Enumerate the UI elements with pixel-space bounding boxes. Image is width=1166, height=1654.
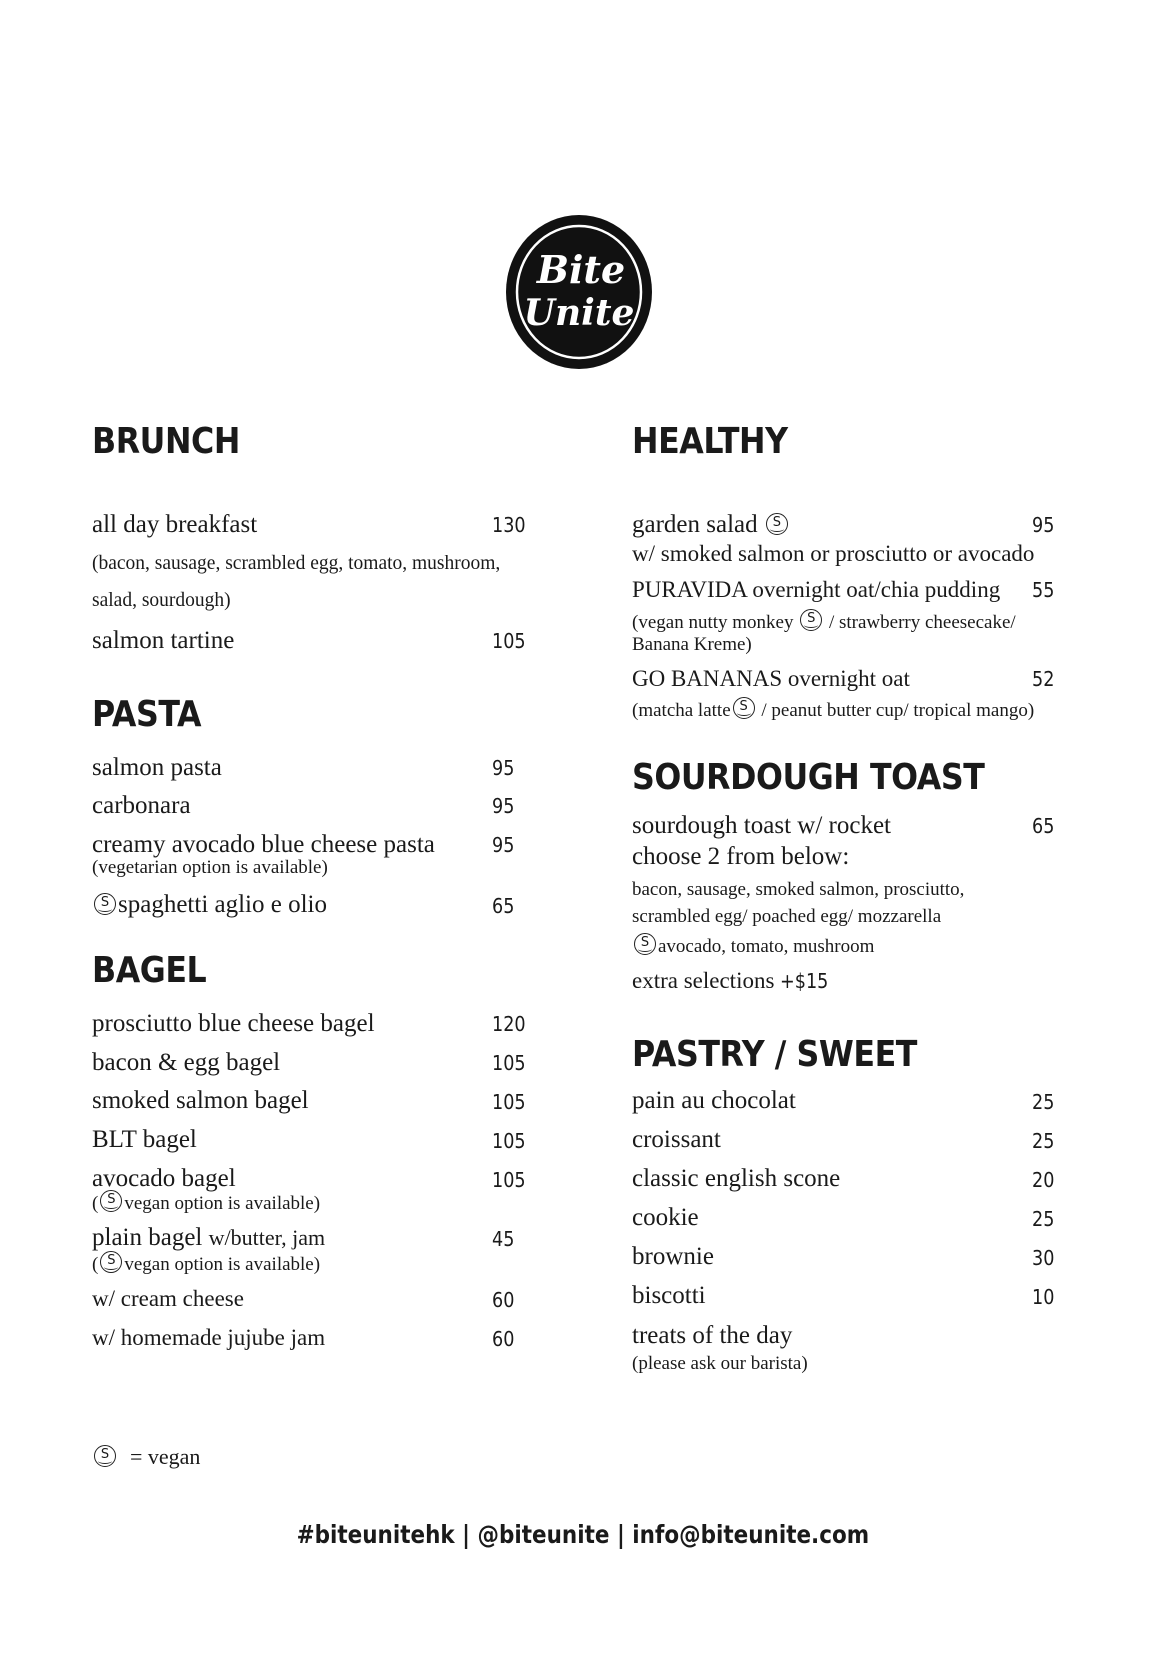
menu-item-name: croissant xyxy=(632,1126,721,1153)
menu-item-price: 105 xyxy=(492,629,526,653)
vegan-icon xyxy=(766,513,788,535)
bagel-heading: BAGEL xyxy=(92,950,207,991)
menu-item-name: sourdough toast w/ rocket xyxy=(632,812,891,839)
menu-item-name: plain bagel xyxy=(92,1224,203,1251)
brunch-heading: BRUNCH xyxy=(92,421,240,462)
menu-item-name: salmon pasta xyxy=(92,754,222,781)
menu-item-price: 95 xyxy=(1032,513,1055,537)
menu-item-price: 60 xyxy=(492,1327,515,1351)
menu-item-price: 25 xyxy=(1032,1090,1055,1114)
menu-item-name-row xyxy=(92,1225,325,1250)
menu-item-vegan xyxy=(632,512,790,537)
menu-item-name: cookie xyxy=(632,1204,699,1231)
menu-item-price: 105 xyxy=(492,1090,526,1114)
menu-item-price: 95 xyxy=(492,794,515,818)
menu-item-name: biscotti xyxy=(632,1282,706,1309)
bite-unite-logo xyxy=(504,213,654,371)
menu-item-price: 52 xyxy=(1032,667,1055,691)
menu-item-name: GO BANANAS overnight oat xyxy=(632,666,910,691)
menu-item-price: 105 xyxy=(492,1168,526,1192)
menu-item-price: 10 xyxy=(1032,1285,1055,1309)
menu-item-price: 65 xyxy=(492,894,515,918)
vegan-icon xyxy=(634,933,656,955)
vegan-icon xyxy=(100,1190,122,1212)
logo-line1: Bite xyxy=(536,247,626,292)
menu-item-price: 25 xyxy=(1032,1207,1055,1231)
menu-item-name: PURAVIDA overnight oat/chia pudding xyxy=(632,577,1001,602)
menu-item-name: smoked salmon bagel xyxy=(92,1087,309,1114)
vegan-icon xyxy=(733,697,755,719)
menu-item-price: 95 xyxy=(492,833,515,857)
menu-item-price: 105 xyxy=(492,1129,526,1153)
menu-item-price: 25 xyxy=(1032,1129,1055,1153)
menu-item-name: salmon tartine xyxy=(92,627,235,654)
menu-item-price: 105 xyxy=(492,1051,526,1075)
vegan-icon xyxy=(94,1445,116,1467)
menu-item-name: w/ homemade jujube jam xyxy=(92,1325,326,1350)
menu-item-name: brownie xyxy=(632,1243,714,1270)
footer-contact-text: #biteunitehk | @biteunite | info@biteunite.com xyxy=(296,1520,870,1549)
menu-item-price: 95 xyxy=(492,756,515,780)
menu-item-note: (please ask our barista) xyxy=(632,1353,808,1374)
menu-item-price: 55 xyxy=(1032,578,1055,602)
vegan-icon xyxy=(800,609,822,631)
sourdough-options-vegan: Savocado, tomato, mushroom xyxy=(632,933,874,956)
pastry-heading: PASTRY / SWEET xyxy=(632,1034,917,1075)
logo-line2: Unite xyxy=(523,292,635,334)
menu-item-name: classic english scone xyxy=(632,1165,841,1192)
menu-item-name-suffix: w/butter, jam xyxy=(208,1225,326,1250)
menu-item-name: avocado bagel xyxy=(92,1165,236,1192)
sourdough-heading: SOURDOUGH TOAST xyxy=(632,757,985,798)
sourdough-options: bacon, sausage, smoked salmon, prosciutto, xyxy=(632,879,965,900)
menu-item-description: Banana Kreme) xyxy=(632,634,752,655)
menu-item-name: BLT bagel xyxy=(92,1126,197,1153)
menu-item-note: (S vegan option is available) xyxy=(92,1190,320,1213)
menu-item-price: 60 xyxy=(492,1288,515,1312)
menu-item-description: (vegan nutty monkey S / strawberry cheesecake/ xyxy=(632,609,1016,632)
extra-selections-label: extra selections xyxy=(632,968,775,993)
menu-item-vegan xyxy=(92,892,327,917)
menu-item-description: w/ smoked salmon or prosciutto or avocado xyxy=(632,541,1035,566)
menu-item-name: creamy avocado blue cheese pasta xyxy=(92,831,435,858)
pasta-heading: PASTA xyxy=(92,694,202,735)
menu-item-name: prosciutto blue cheese bagel xyxy=(92,1010,375,1037)
menu-item-name: treats of the day xyxy=(632,1322,793,1349)
menu-item-name: all day breakfast xyxy=(92,511,258,538)
menu-item-description: (bacon, sausage, scrambled egg, tomato, mushroom, xyxy=(92,553,501,574)
vegan-legend-text: = vegan xyxy=(130,1444,201,1469)
vegan-legend xyxy=(92,1444,200,1470)
menu-item-note: (S vegan option is available) xyxy=(92,1251,320,1274)
menu-item-description: salad, sourdough) xyxy=(92,590,231,611)
menu-item-name: carbonara xyxy=(92,792,191,819)
menu-item-price: 30 xyxy=(1032,1246,1055,1270)
menu-item-name: garden salad xyxy=(632,511,758,538)
menu-item-price: 20 xyxy=(1032,1168,1055,1192)
menu-item-name: w/ cream cheese xyxy=(92,1286,244,1311)
footer-contact xyxy=(0,1520,1166,1549)
vegan-icon xyxy=(100,1251,122,1273)
menu-item-price: 120 xyxy=(492,1012,526,1036)
menu-item-price: 65 xyxy=(1032,814,1055,838)
healthy-heading: HEALTHY xyxy=(632,421,788,462)
menu-item-price: 130 xyxy=(492,513,526,537)
menu-item-name: bacon & egg bagel xyxy=(92,1049,281,1076)
menu-item-name: spaghetti aglio e olio xyxy=(118,891,327,918)
menu-item-description: (matcha latteS / peanut butter cup/ tropical mango) xyxy=(632,697,1034,720)
sourdough-options: scrambled egg/ poached egg/ mozzarella xyxy=(632,906,942,927)
extra-selections xyxy=(632,969,835,992)
menu-item-name: pain au chocolat xyxy=(632,1087,796,1114)
sourdough-choose: choose 2 from below: xyxy=(632,843,850,870)
menu-item-price: 45 xyxy=(492,1227,515,1251)
menu-item-note: (vegetarian option is available) xyxy=(92,857,328,878)
vegan-icon xyxy=(94,893,116,915)
extra-selections-price: +$15 xyxy=(780,969,829,993)
